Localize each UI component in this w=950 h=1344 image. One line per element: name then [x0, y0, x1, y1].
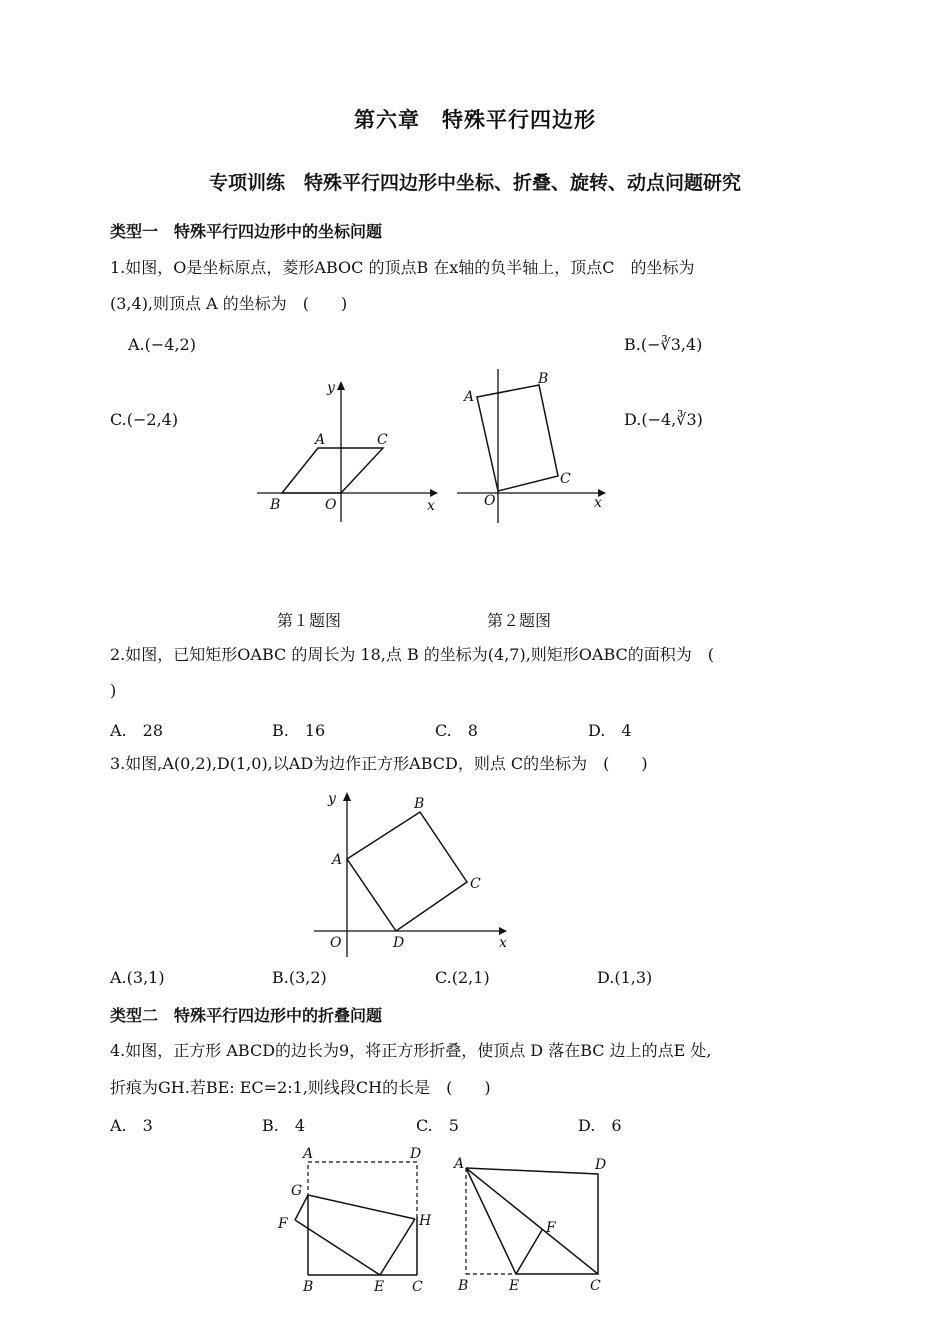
- dashed-original-edges: [308, 1162, 417, 1217]
- fig1-label-o: O: [325, 497, 337, 513]
- q3-option-a: A.(3,1): [110, 968, 165, 987]
- q1-option-b: B.(−∛3,4): [624, 335, 703, 354]
- fig5-label-d: D: [595, 1157, 607, 1173]
- fig3-label-c: C: [470, 876, 481, 892]
- fig5-label-f: F: [546, 1220, 556, 1236]
- segment-ef: [516, 1230, 542, 1274]
- fig1-label-a: A: [315, 432, 326, 448]
- fig2-label-a: A: [464, 389, 475, 405]
- q1-option-c: C.(−2,4): [110, 410, 179, 429]
- fig3-label-b: B: [414, 796, 425, 812]
- figure-3-square: [310, 785, 520, 960]
- square-abcd: [347, 812, 467, 931]
- fig5-label-c: C: [590, 1278, 601, 1294]
- fig4-label-b: B: [303, 1279, 314, 1295]
- figure-4-folded-square: [270, 1140, 440, 1300]
- q2-text-line1: 2.如图，已知矩形OABC 的周长为 18,点 B 的坐标为(4,7),则矩形OABC的面积为 (: [110, 645, 715, 664]
- q3-option-b: B.(3,2): [272, 968, 327, 987]
- x-axis-arrow-icon: [499, 927, 507, 935]
- fig5-label-a: A: [454, 1156, 465, 1172]
- fig1-label-b: B: [270, 497, 281, 513]
- fig4-label-a: A: [303, 1146, 314, 1162]
- fig3-label-a: A: [332, 852, 343, 868]
- fig5-label-e: E: [509, 1278, 520, 1294]
- q1-option-a: A.(−4,2): [128, 335, 196, 354]
- q2-option-d: D. 4: [588, 721, 632, 740]
- subtitle: 专项训练 特殊平行四边形中坐标、折叠、旋转、动点问题研究: [208, 172, 741, 194]
- figure-2-rectangle: [455, 365, 615, 530]
- fig4-label-d: D: [410, 1146, 422, 1162]
- q2-option-b: B. 16: [272, 721, 326, 740]
- fig3-label-y: y: [328, 791, 336, 807]
- fig1-label-c: C: [377, 432, 388, 448]
- fig4-label-g: G: [291, 1183, 303, 1199]
- fig1-label-x: x: [427, 498, 435, 514]
- section-heading-1: 类型一 特殊平行四边形中的坐标问题: [110, 222, 383, 241]
- caption-figure-2: 第２题图: [487, 611, 552, 630]
- fold-line-gh: [308, 1195, 415, 1219]
- x-axis-arrow-icon: [430, 489, 438, 497]
- q1-option-d: D.(−4,∛3): [624, 410, 703, 429]
- q4-option-c: C. 5: [416, 1116, 459, 1135]
- fig2-label-c: C: [560, 471, 571, 487]
- fig2-label-b: B: [538, 371, 549, 387]
- fig2-label-o: O: [484, 493, 496, 509]
- q2-option-a: A. 28: [110, 721, 164, 740]
- q4-text-line1: 4.如图，正方形 ABCD的边长为9，将正方形折叠，使顶点 D 落在BC 边上的点E 处,: [110, 1041, 712, 1060]
- figure-1-rhombus: [255, 370, 445, 530]
- fig3-label-d: D: [393, 935, 405, 951]
- rhombus-abco: [282, 448, 383, 493]
- q3-text-line1: 3.如图,A(0,2),D(1,0),以AD为边作正方形ABCD，则点 C的坐标为 ( ): [110, 754, 648, 773]
- rectangle-oabc: [477, 385, 558, 491]
- fig4-label-f: F: [278, 1216, 288, 1232]
- fig5-label-b: B: [458, 1278, 469, 1294]
- q3-option-c: C.(2,1): [435, 968, 490, 987]
- q2-option-c: C. 8: [435, 721, 478, 740]
- q4-option-b: B. 4: [262, 1116, 306, 1135]
- y-axis-arrow-icon: [343, 792, 351, 801]
- fig4-label-h: H: [419, 1213, 432, 1229]
- fig3-label-x: x: [499, 935, 507, 951]
- edge-eh: [380, 1219, 415, 1275]
- segment-ae: [466, 1168, 516, 1274]
- chapter-title: 第六章 特殊平行四边形: [354, 107, 596, 132]
- diagonal-ac: [466, 1168, 598, 1274]
- fig4-label-c: C: [412, 1279, 423, 1295]
- q3-option-d: D.(1,3): [597, 968, 653, 987]
- fig1-label-y: y: [327, 380, 335, 396]
- fig4-label-e: E: [374, 1279, 385, 1295]
- q4-option-a: A. 3: [110, 1116, 153, 1135]
- q4-text-line2: 折痕为GH.若BE: EC=2:1,则线段CH的长是 ( ): [110, 1078, 491, 1097]
- section-heading-2: 类型二 特殊平行四边形中的折叠问题: [110, 1006, 383, 1025]
- q4-option-d: D. 6: [578, 1116, 622, 1135]
- figure-5-rectangle-fold: [450, 1150, 620, 1300]
- q1-text-line1: 1.如图，O是坐标原点，菱形ABOC 的顶点B 在x轴的负半轴上，顶点C 的坐标为: [110, 258, 695, 277]
- q2-text-line2: ): [110, 681, 117, 700]
- q1-text-line2: (3,4),则顶点 A 的坐标为 ( ): [110, 294, 348, 313]
- fig2-label-x: x: [594, 495, 602, 511]
- y-axis-arrow-icon: [337, 381, 345, 390]
- caption-figure-1: 第１题图: [277, 611, 342, 630]
- fig3-label-o: O: [330, 935, 342, 951]
